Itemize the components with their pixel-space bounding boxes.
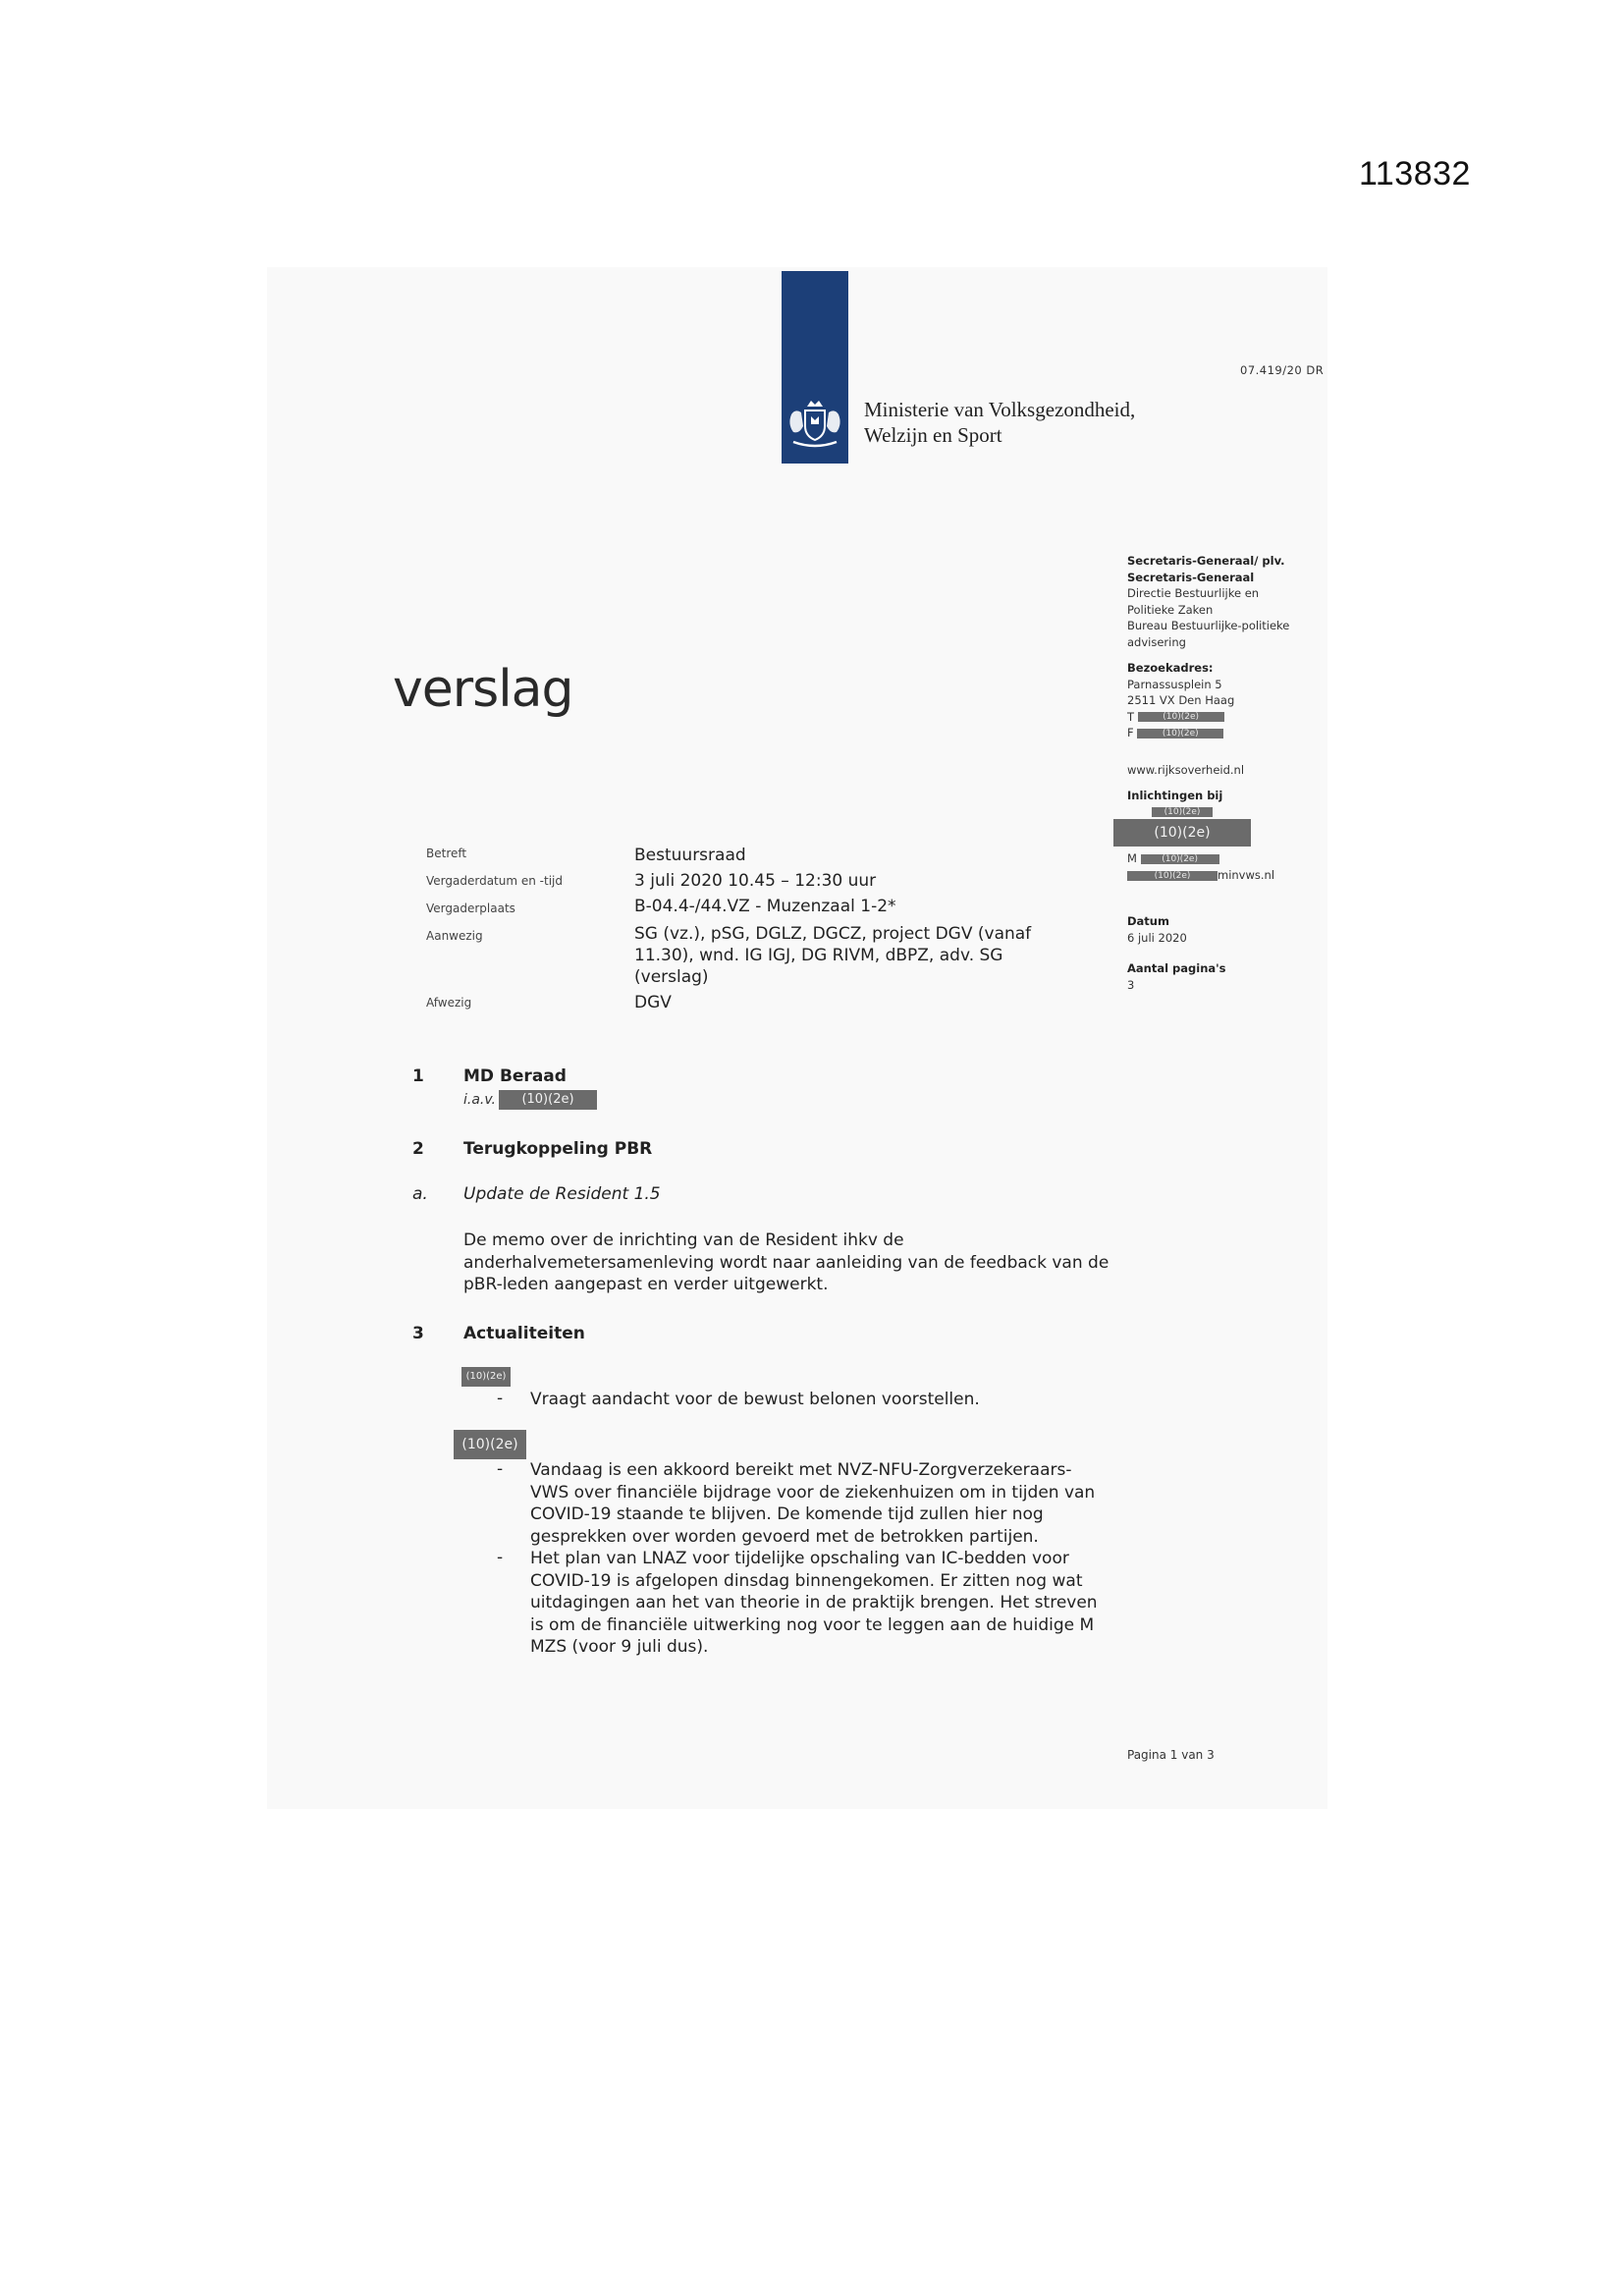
redaction-block: (10)(2e)	[1127, 871, 1218, 881]
visit-street: Parnassusplein 5	[1127, 677, 1222, 691]
item-heading: MD Beraad	[463, 1066, 567, 1086]
email-row	[1127, 867, 1274, 884]
dept-line: Politieke Zaken	[1127, 602, 1214, 617]
present-line: 11.30), wnd. IG IGJ, DG RIVM, dBPZ, adv. SG	[634, 946, 1003, 965]
bullet-item	[530, 1548, 1110, 1659]
website: www.rijksoverheid.nl	[1127, 763, 1245, 777]
pages-label: Aantal pagina's	[1127, 961, 1226, 975]
contact-label: Inlichtingen bij	[1127, 789, 1223, 802]
pages-value: 3	[1127, 977, 1135, 992]
page-footer: Pagina 1 van 3	[1127, 1748, 1215, 1762]
redaction-block: (10)(2e)	[1152, 807, 1213, 817]
redaction-block: (10)(2e)	[1141, 854, 1219, 864]
redaction-block: (10)(2e)	[1137, 729, 1223, 738]
redaction-block: (10)(2e)	[1113, 819, 1251, 847]
bullet-line: VWS over financiële bijdrage voor de ziekenhuizen om in tijden van	[530, 1482, 1096, 1503]
mobile-label: M	[1127, 851, 1137, 865]
place-value: B-04.4-/44.VZ - Muzenzaal 1-2*	[634, 897, 896, 916]
coat-of-arms-icon	[785, 397, 844, 450]
redaction-block: (10)(2e)	[454, 1430, 526, 1459]
pages-section	[1127, 960, 1226, 993]
date-section	[1127, 913, 1187, 946]
present-value	[634, 923, 1066, 988]
paragraph-line: pBR-leden aangepast en verder uitgewerkt.	[463, 1275, 829, 1294]
bullet-dash: -	[497, 1548, 504, 1567]
subitem-letter: a.	[412, 1184, 428, 1204]
datetime-value: 3 juli 2020 10.45 – 12:30 uur	[634, 871, 877, 891]
place-label: Vergaderplaats	[426, 902, 515, 915]
item-sub-label: i.a.v.	[463, 1092, 496, 1108]
bullet-line: Vraagt aandacht voor de bewust belonen voorstellen.	[530, 1390, 980, 1409]
ministry-name-line2: Welzijn en Sport	[864, 423, 1002, 447]
redaction-block: (10)(2e)	[1138, 712, 1224, 722]
item-number: 3	[412, 1324, 424, 1343]
bullet-item	[530, 1389, 1110, 1411]
visit-city: 2511 VX Den Haag	[1127, 693, 1235, 707]
present-line: SG (vz.), pSG, DGLZ, DGCZ, project DGV (vanaf	[634, 924, 1032, 944]
fax-label: F	[1127, 726, 1134, 739]
bullet-dash: -	[497, 1389, 504, 1408]
dept-line: Directie Bestuurlijke en	[1127, 586, 1260, 600]
subject-value: Bestuursraad	[634, 846, 746, 865]
phone-row	[1127, 709, 1234, 726]
paragraph-line: De memo over de inrichting van de Resident ihkv de	[463, 1230, 904, 1250]
date-value: 6 juli 2020	[1127, 930, 1187, 945]
reference-code: 07.419/20 DR	[1240, 363, 1325, 377]
bullet-line: uitdagingen aan het van theorie in de praktijk brengen. Het streven	[530, 1593, 1098, 1613]
bullet-dash: -	[497, 1459, 504, 1479]
sidebar-organisation	[1127, 553, 1289, 650]
visit-label: Bezoekadres:	[1127, 661, 1214, 675]
bullet-line: Het plan van LNAZ voor tijdelijke opschaling van IC-bedden voor	[530, 1549, 1069, 1568]
fax-row	[1127, 725, 1234, 741]
ministry-name	[864, 397, 1135, 448]
redaction-block: (10)(2e)	[461, 1367, 511, 1387]
subject-label: Betreft	[426, 847, 467, 860]
mobile-row	[1127, 850, 1219, 867]
bullet-line: is om de financiële uitwerking nog voor te leggen aan de huidige M	[530, 1614, 1095, 1635]
present-line: (verslag)	[634, 967, 709, 987]
ministry-name-line1: Ministerie van Volksgezondheid,	[864, 398, 1136, 421]
paragraph	[463, 1230, 1111, 1296]
org-line: Secretaris-Generaal	[1127, 570, 1255, 584]
datetime-label: Vergaderdatum en -tijd	[426, 874, 563, 888]
item-number: 1	[412, 1066, 424, 1086]
sidebar-visit-address	[1127, 660, 1234, 741]
phone-label: T	[1127, 709, 1135, 724]
absent-label: Afwezig	[426, 996, 472, 1010]
bullet-line: Vandaag is een akkoord bereikt met NVZ-NFU-Zorgverzekeraars-	[530, 1460, 1072, 1480]
org-line: Secretaris-Generaal/ plv.	[1127, 554, 1285, 568]
bullet-line: COVID-19 is afgelopen dinsdag binnengekomen. Er zitten nog wat	[530, 1570, 1083, 1591]
bullet-line: MZS (voor 9 juli dus).	[530, 1637, 709, 1657]
paragraph-line: anderhalvemetersamenleving wordt naar aanleiding van de feedback van de	[463, 1252, 1110, 1273]
contact-section	[1127, 788, 1222, 820]
redaction-block: (10)(2e)	[499, 1090, 597, 1110]
item-number: 2	[412, 1139, 424, 1159]
document-type-title: verslag	[393, 660, 573, 719]
item-heading: Terugkoppeling PBR	[463, 1139, 653, 1159]
dept-line: advisering	[1127, 634, 1186, 649]
bullet-line: gesprekken over worden gevoerd met de betrokken partijen.	[530, 1526, 1039, 1547]
item-heading: Actualiteiten	[463, 1324, 585, 1343]
email-suffix: minvws.nl	[1218, 868, 1275, 882]
bullet-item	[530, 1459, 1110, 1548]
present-label: Aanwezig	[426, 929, 483, 943]
subitem-heading: Update de Resident 1.5	[463, 1184, 661, 1204]
absent-value: DGV	[634, 993, 672, 1012]
bullet-line: COVID-19 staande te blijven. De komende tijd zullen hier nog	[530, 1504, 1044, 1524]
dept-line: Bureau Bestuurlijke-politieke	[1127, 619, 1290, 632]
date-label: Datum	[1127, 914, 1169, 928]
document-number: 113832	[1359, 155, 1471, 192]
